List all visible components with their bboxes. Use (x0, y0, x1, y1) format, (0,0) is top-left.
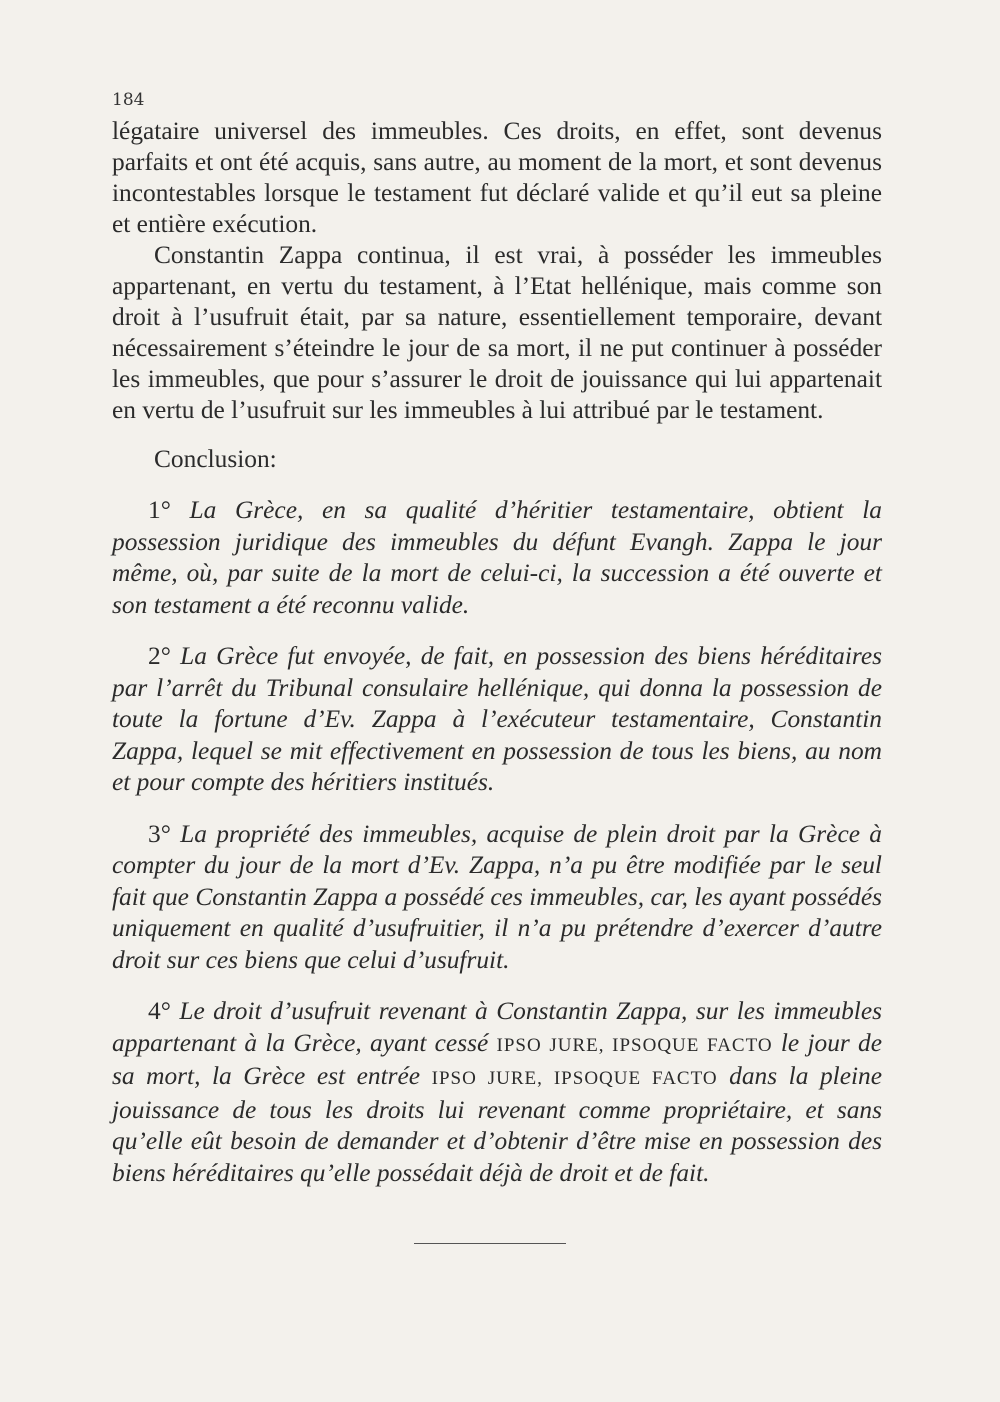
page-number: 184 (112, 90, 145, 110)
conclusion-text: La Grèce fut envoyée, de fait, en possession des biens héréditaires par l’arrêt du Tribunal consulaire hellénique, qui donna la possession de toute la fortune d’Ev. Zappa à l’exécuteur testamentaire, Constantin Zappa, lequel se mit effectivement en possession de tous les biens, au nom et pour compte des héritiers institués. (112, 642, 882, 796)
conclusion-text: La Grèce, en sa qualité d’héritier testamentaire, obtient la possession juridique des immeubles du défunt Evangh. Zappa le jour même, où, par suite de la mort de celui-ci, la succession a été ouverte et son testament a été reconnu valide. (112, 496, 882, 619)
conclusion-text: La propriété des immeubles, acquise de plein droit par la Grèce à compter du jour de la mort d’Ev. Zappa, n’a pu être modifiée par le seul fait que Constantin Zappa a possédé ces immeubles, car, les ayant possédés uniquement en qualité d’usufruitier, il n’a pu prétendre d’exercer d’autre droit sur ces biens que celui d’usufruit. (112, 819, 882, 974)
page-body (112, 116, 882, 1189)
conclusion-number: 2° (148, 642, 171, 670)
paragraph-continuation: légataire universel des immeubles. Ces droits, en effet, sont devenus parfaits et ont été acquis, sans autre, au moment de la mort, et sont devenus incontestables lorsque le testament fut déclaré valide et qu’il eut sa pleine et entière exécution. (112, 117, 882, 238)
conclusion-item-3 (112, 819, 882, 977)
conclusion-text-c: dans la pleine jouissance de tous les droits lui revenant comme propriétaire, et sans qu’elle eût besoin de demander et d’obtenir d’être mise en possession des biens héréditaires qu’elle possédait déjà de droit et de fait. (112, 1062, 882, 1187)
conclusion-heading: Conclusion: (154, 445, 277, 473)
conclusion-text-b: le jour de sa mort, la Grèce est entrée (112, 1028, 882, 1090)
conclusion-item-1 (112, 495, 882, 621)
closing-rule (414, 1243, 566, 1244)
conclusion-number: 1° (148, 496, 171, 524)
conclusion-item-4 (112, 996, 882, 1189)
paragraph-usufruct: Constantin Zappa continua, il est vrai, à posséder les immeubles appartenant, en vertu du testament, à l’Etat hellénique, mais comme son droit à l’usufruit était, par sa nature, essentiellement temporaire, devant nécessairement s’éteindre le jour de sa mort, il ne put continuer à posséder les immeubles, que pour s’assurer le droit de jouissance qui lui appartenait en vertu de l’usufruit sur les immeubles à lui attribué par le testament. (112, 241, 882, 424)
conclusion-text-a: Le droit d’usufruit revenant à Constantin Zappa, sur les immeubles appartenant à la Grèce, ayant cessé (112, 997, 882, 1057)
latin-phrase: IPSO JURE, IPSOQUE FACTO (431, 1068, 718, 1089)
conclusion-number: 4° (148, 997, 171, 1025)
conclusion-number: 3° (148, 819, 171, 848)
latin-phrase: IPSO JURE, IPSOQUE FACTO (496, 1034, 773, 1056)
conclusion-item-2 (112, 641, 882, 799)
